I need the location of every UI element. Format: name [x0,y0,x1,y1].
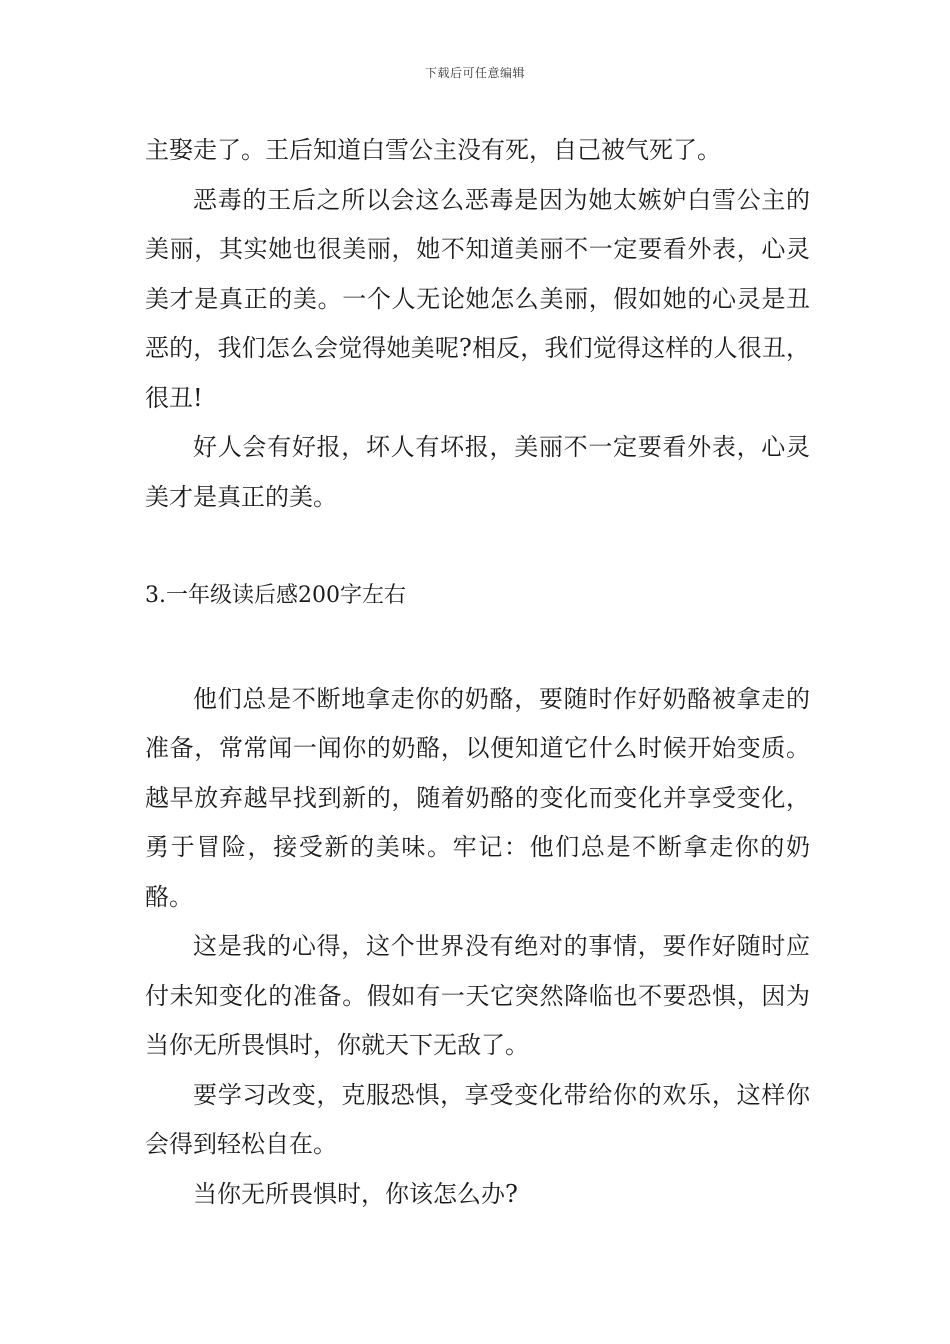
spacer [145,522,810,571]
paragraph: 好人会有好报，坏人有坏报，美丽不一定要看外表，心灵美才是真正的美。 [145,433,810,511]
paragraph: 当你无所畏惧时，你该怎么办? [193,1179,518,1208]
spacer [145,621,810,675]
paragraph: 恶毒的王后之所以会这么恶毒是因为她太嫉妒白雪公主的美丽，其实她也很美丽，她不知道美丽不一定要看外表，心灵美才是真正的美。一个人无论她怎么美丽，假如她的心灵是丑恶的，我们怎么会觉得她美呢?相反，我们觉得这样的人很丑，很丑! [145,185,810,412]
page-header: 下载后可任意编辑 [424,66,525,80]
section-heading: 3.一年级读后感200字左右 [145,583,406,608]
document-body [145,126,810,1219]
paragraph: 要学习改变，克服恐惧，享受变化带给你的欢乐，这样你会得到轻松自在。 [145,1080,810,1158]
paragraph: 他们总是不断地拿走你的奶酪，要随时作好奶酪被拿走的准备，常常闻一闻你的奶酪，以便知道它什么时候开始变质。越早放弃越早找到新的，随着奶酪的变化而变化并享受变化，勇于冒险，接受新的美味。牢记：他们总是不断拿走你的奶酪。 [145,684,810,911]
paragraph-continuation: 主娶走了。王后知道白雪公主没有死，自己被气死了。 [145,136,721,164]
paragraph: 这是我的心得，这个世界没有绝对的事情，要作好随时应付未知变化的准备。假如有一天它突然降临也不要恐惧，因为当你无所畏惧时，你就天下无敌了。 [145,932,810,1059]
